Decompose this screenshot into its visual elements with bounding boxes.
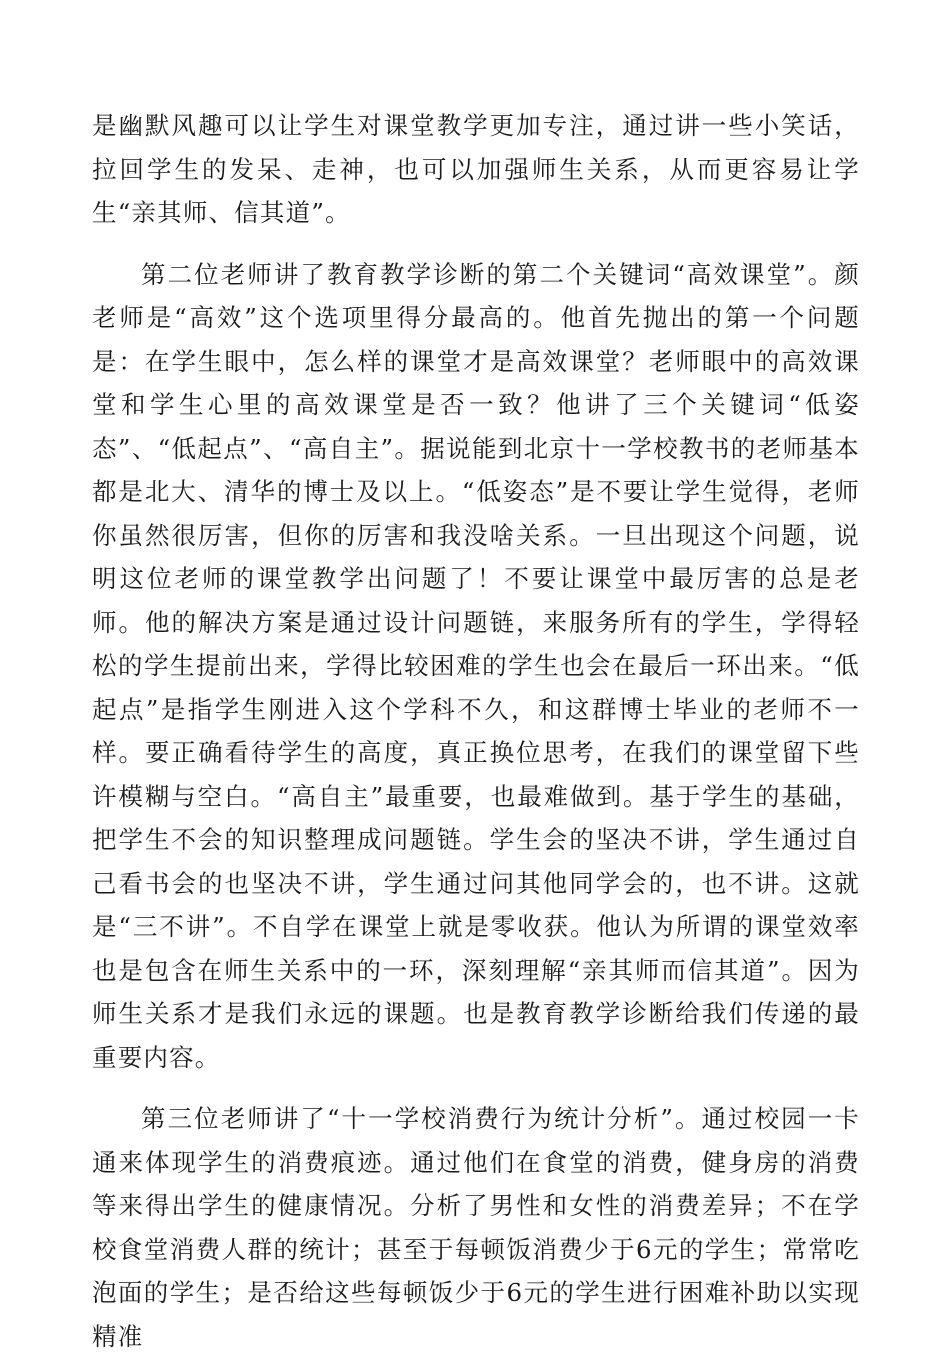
paragraph-second-teacher: 第二位老师讲了教育教学诊断的第二个关键词“高效课堂”。颜老师是“高效”这个选项里得分最高的。他首先抛出的第一个问题是：在学生眼中，怎么样的课堂才是高效课堂？老师眼中的高效课堂和学生心里的高效课堂是否一致？他讲了三个关键词“低姿态”、“低起点”、“高自主”。据说能到北京十一学校教书的老师基本都是北大、清华的博士及以上。“低姿态”是不要让学生觉得，老师你虽然很厉害，但你的厉害和我没啥关系。一旦出现这个问题，说明这位老师的课堂教学出问题了！不要让课堂中最厉害的总是老师。他的解决方案是通过设计问题链，来服务所有的学生，学得轻松的学生提前出来，学得比较困难的学生也会在最后一环出来。“低起点”是指学生刚进入这个学科不久，和这群博士毕业的老师不一样。要正确看待学生的高度，真正换位思考，在我们的课堂留下些许模糊与空白。“高自主”最重要，也最难做到。基于学生的基础，把学生不会的知识整理成问题链。学生会的坚决不讲，学生通过自己看书会的也坚决不讲，学生通过问其他同学会的，也不讲。这就是“三不讲”。不自学在课堂上就是零收获。他认为所谓的课堂效率也是包含在师生关系中的一环，深刻理解“亲其师而信其道”。因为师生关系才是我们永远的课题。也是教育教学诊断给我们传递的最重要内容。 [92,259,860,1072]
document-page [92,104,860,1358]
paragraph-continued: 是幽默风趣可以让学生对课堂教学更加专注，通过讲一些小笑话，拉回学生的发呆、走神，也可以加强师生关系，从而更容易让学生“亲其师、信其道”。 [92,111,860,227]
paragraph-third-teacher: 第三位老师讲了“十一学校消费行为统计分析”。通过校园一卡通来体现学生的消费痕迹。通过他们在食堂的消费，健身房的消费等来得出学生的健康情况。分析了男性和女性的消费差异；不在学校食堂消费人群的统计；甚至于每顿饭消费少于6元的学生；常常吃泡面的学生；是否给这些每顿饭少于6元的学生进行困难补助以实现精准 [92,1104,860,1351]
